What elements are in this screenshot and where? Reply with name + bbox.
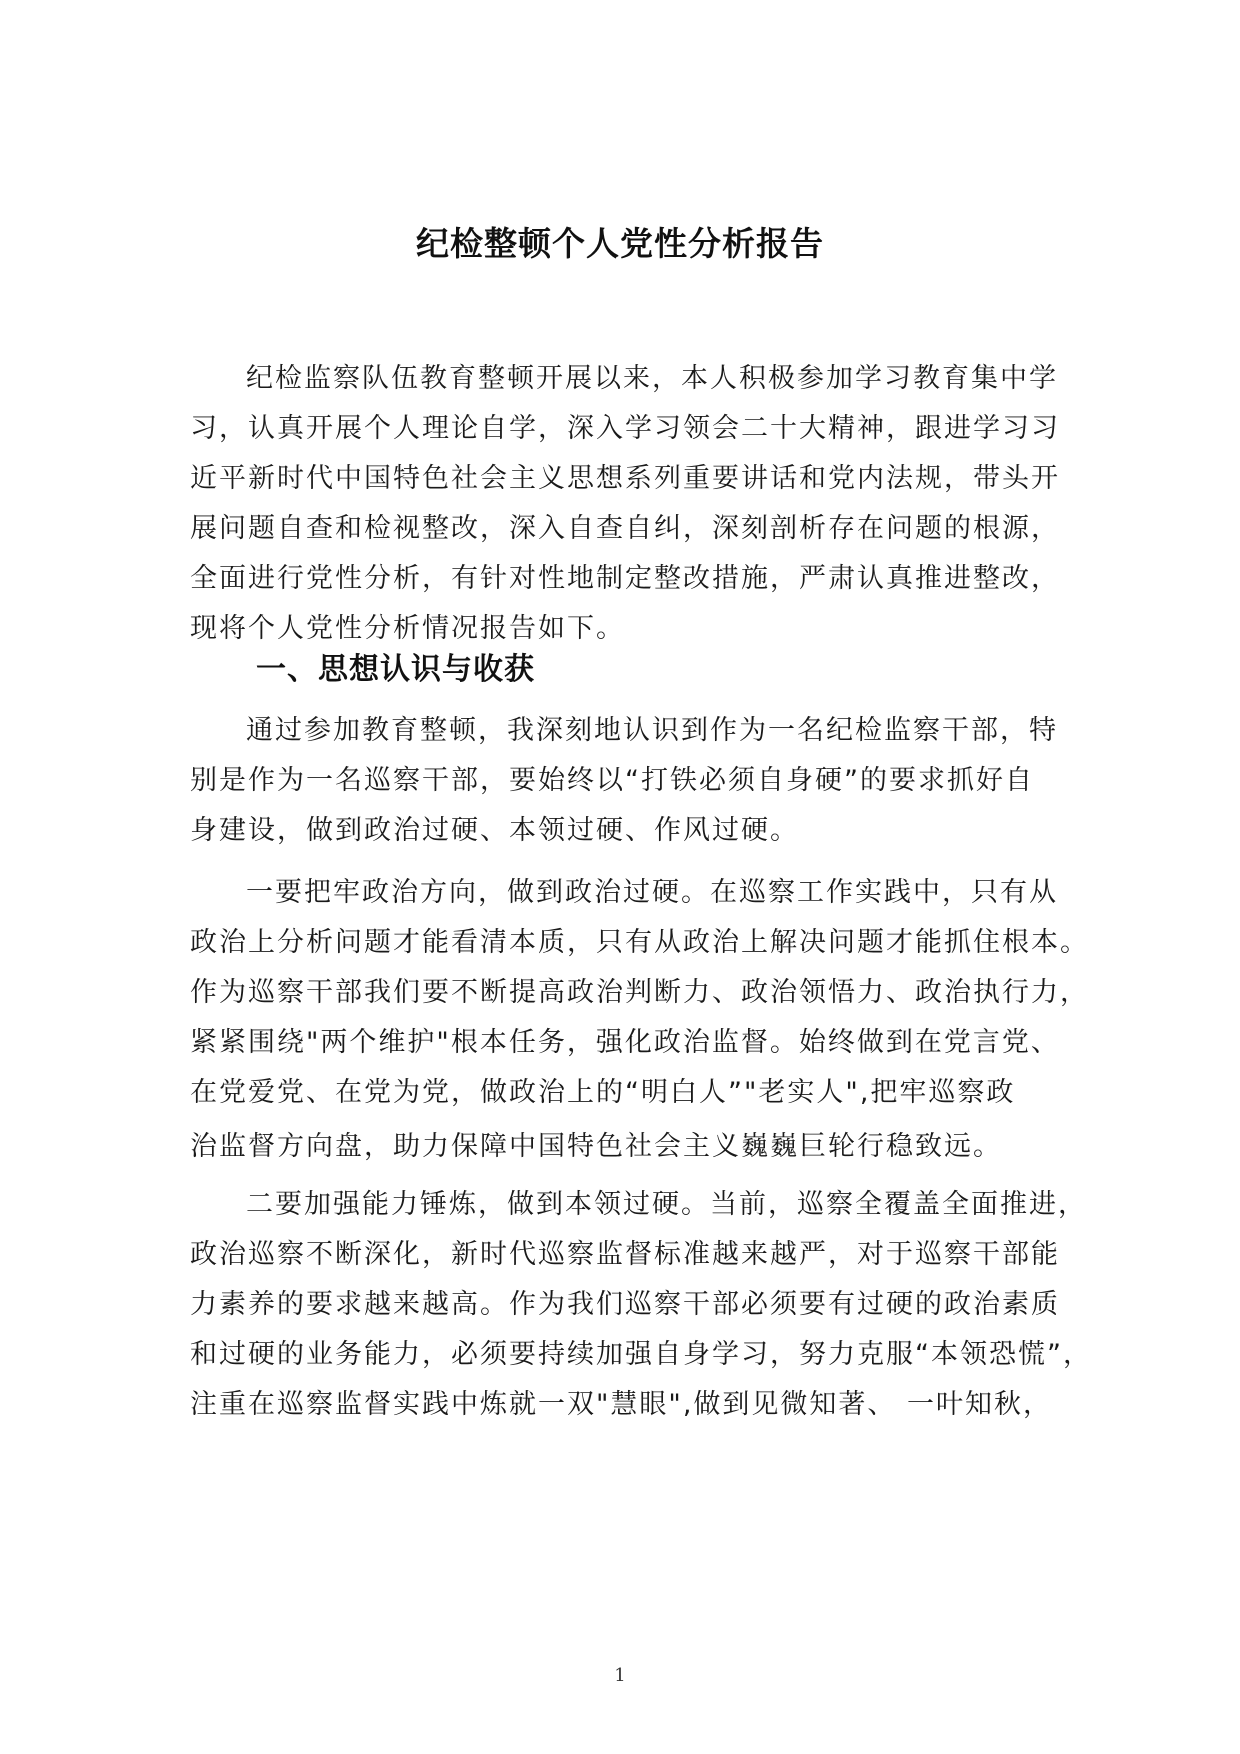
- paragraph-2: [190, 868, 1089, 1172]
- intro-line-1: 纪检监察队伍教育整顿开展以来，本人积极参加学习教育集中学: [246, 363, 1058, 394]
- para3-line-3: 力素养的要求越来越高。作为我们巡察干部必须要有过硬的政治素质: [190, 1289, 1060, 1320]
- paragraph-3: [190, 1180, 1092, 1430]
- para2-line-1: 一要把牢政治方向，做到政治过硬。在巡察工作实践中，只有从: [246, 877, 1058, 908]
- page-number: 1: [614, 1665, 626, 1686]
- intro-line-2: 习，认真开展个人理论自学，深入学习领会二十大精神，跟进学习习: [190, 413, 1060, 444]
- para3-line-2: 政治巡察不断深化，新时代巡察监督标准越来越严，对于巡察干部能: [190, 1239, 1060, 1270]
- para1-line-2: 别是作为一名巡察干部，要始终以“打铁必须自身硬”的要求抓好自: [190, 765, 1034, 796]
- intro-line-6: 现将个人党性分析情况报告如下。: [190, 613, 625, 644]
- para1-line-1: 通过参加教育整顿，我深刻地认识到作为一名纪检监察干部，特: [246, 715, 1058, 746]
- para2-line-5: 在党爱党、在党为党，做政治上的“明白人”"老实人",把牢巡察政: [190, 1077, 1016, 1108]
- para2-line-2: 政治上分析问题才能看清本质，只有从政治上解决问题才能抓住根本。: [190, 927, 1089, 958]
- intro-line-3: 近平新时代中国特色社会主义思想系列重要讲话和党内法规，带头开: [190, 463, 1060, 494]
- para2-line-6: 治监督方向盘，助力保障中国特色社会主义巍巍巨轮行稳致远。: [190, 1131, 1002, 1162]
- para2-line-3: 作为巡察干部我们要不断提高政治判断力、政治领悟力、政治执行力，: [190, 977, 1089, 1008]
- para3-line-4: 和过硬的业务能力，必须要持续加强自身学习，努力克服“本领恐慌”，: [190, 1339, 1092, 1370]
- intro-paragraph: [190, 354, 1060, 654]
- para1-line-3: 身建设，做到政治过硬、本领过硬、作风过硬。: [190, 815, 799, 846]
- intro-line-4: 展问题自查和检视整改，深入自查自纠，深刻剖析存在问题的根源，: [190, 513, 1060, 544]
- para3-line-5: 注重在巡察监督实践中炼就一双"慧眼",做到见微知著、 一叶知秋，: [190, 1389, 1053, 1420]
- para2-line-4: 紧紧围绕"两个维护"根本任务，强化政治监督。始终做到在党言党、: [190, 1027, 1060, 1058]
- para3-line-1: 二要加强能力锤炼，做到本领过硬。当前，巡察全覆盖全面推进，: [246, 1189, 1087, 1220]
- paragraph-1: [190, 706, 1058, 856]
- intro-line-5: 全面进行党性分析，有针对性地制定整改措施，严肃认真推进整改，: [190, 563, 1060, 594]
- document-title: 纪检整顿个人党性分析报告: [416, 224, 824, 263]
- section-heading-1: 一、思想认识与收获: [256, 652, 535, 687]
